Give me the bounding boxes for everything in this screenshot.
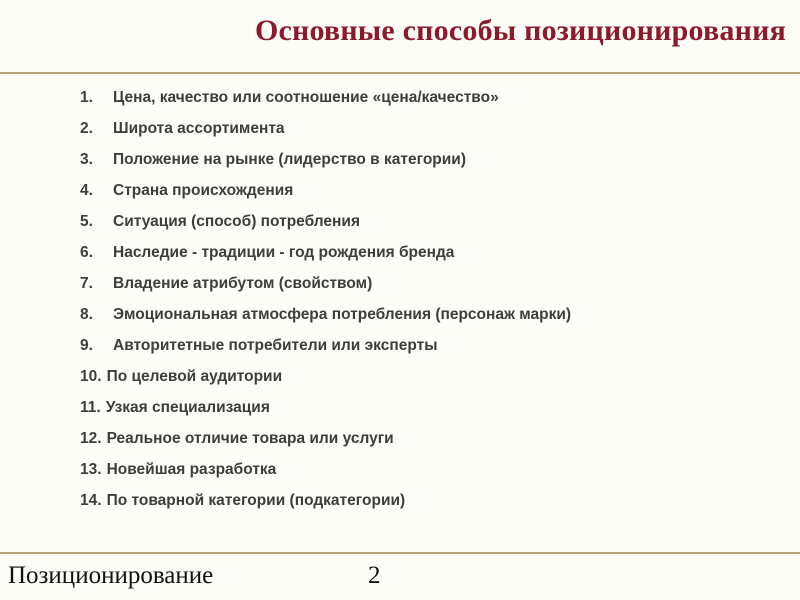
top-divider bbox=[0, 72, 800, 74]
list-item bbox=[80, 430, 571, 461]
positioning-methods-list bbox=[80, 89, 571, 523]
item-number: 1. bbox=[80, 89, 93, 106]
list-item bbox=[80, 492, 571, 523]
list-item bbox=[80, 182, 571, 213]
item-text: Узкая специализация bbox=[105, 399, 270, 416]
item-text: Эмоциональная атмосфера потребления (персонаж марки) bbox=[113, 306, 572, 323]
page-number: 2 bbox=[368, 562, 381, 589]
item-number: 6. bbox=[80, 244, 93, 261]
item-text: Ситуация (способ) потребления bbox=[113, 213, 360, 230]
item-number: 12. bbox=[80, 430, 102, 447]
list-item bbox=[80, 337, 571, 368]
item-number: 2. bbox=[80, 120, 93, 137]
item-number: 4. bbox=[80, 182, 93, 199]
item-number: 14. bbox=[80, 492, 102, 509]
item-number: 8. bbox=[80, 306, 93, 323]
item-number: 9. bbox=[80, 337, 93, 354]
item-text: Цена, качество или соотношение «цена/качество» bbox=[113, 89, 499, 106]
item-text: Страна происхождения bbox=[113, 182, 294, 199]
item-text: Широта ассортимента bbox=[113, 120, 285, 137]
item-text: По целевой аудитории bbox=[106, 368, 283, 385]
list-item bbox=[80, 89, 571, 120]
list-item bbox=[80, 151, 571, 182]
list-item bbox=[80, 275, 571, 306]
item-text: Положение на рынке (лидерство в категории) bbox=[113, 151, 466, 168]
item-text: Новейшая разработка bbox=[106, 461, 277, 478]
list-item bbox=[80, 399, 571, 430]
list-item bbox=[80, 306, 571, 337]
item-text: Реальное отличие товара или услуги bbox=[106, 430, 394, 447]
bottom-divider bbox=[0, 552, 800, 554]
item-number: 3. bbox=[80, 151, 93, 168]
list-item bbox=[80, 461, 571, 492]
item-text: Авторитетные потребители или эксперты bbox=[113, 337, 438, 354]
slide-title: Основные способы позиционирования bbox=[254, 14, 786, 47]
footer-label: Позиционирование bbox=[8, 562, 214, 589]
item-number: 5. bbox=[80, 213, 93, 230]
item-text: Наследие - традиции - год рождения бренда bbox=[113, 244, 455, 261]
item-number: 11. bbox=[80, 399, 101, 416]
item-number: 10. bbox=[80, 368, 102, 385]
list-item bbox=[80, 244, 571, 275]
list-item bbox=[80, 120, 571, 151]
item-text: По товарной категории (подкатегории) bbox=[106, 492, 406, 509]
item-number: 7. bbox=[80, 275, 93, 292]
list-item bbox=[80, 368, 571, 399]
item-text: Владение атрибутом (свойством) bbox=[113, 275, 373, 292]
item-number: 13. bbox=[80, 461, 102, 478]
list-item bbox=[80, 213, 571, 244]
